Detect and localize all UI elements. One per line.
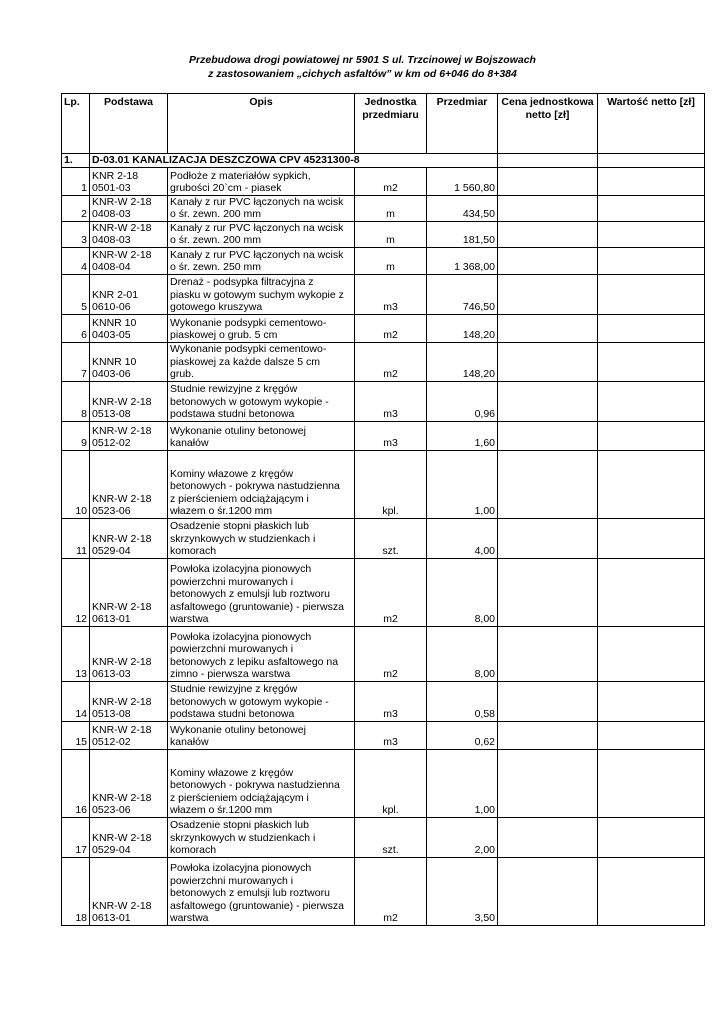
row-lp: 6	[62, 314, 90, 342]
row-podstawa: KNR-W 2-18 0613-01	[90, 558, 168, 626]
row-podstawa: KNR-W 2-18 0613-01	[90, 857, 168, 925]
row-jednostka: m2	[355, 167, 427, 195]
row-przedmiar: 148,20	[427, 314, 498, 342]
row-podstawa: KNR-W 2-18 0529-04	[90, 817, 168, 857]
row-wartosc	[598, 274, 705, 314]
row-jednostka: m3	[355, 274, 427, 314]
table-row	[62, 558, 705, 626]
table-row	[62, 626, 705, 681]
document-title-line2: z zastosowaniem „cichych asfaltów” w km od 6+046 do 8+384	[208, 68, 517, 80]
table-row	[62, 450, 705, 518]
section-number: 1.	[62, 154, 90, 168]
row-cena	[498, 626, 598, 681]
header-lp: Lp.	[62, 94, 90, 154]
row-przedmiar: 8,00	[427, 558, 498, 626]
row-lp: 5	[62, 274, 90, 314]
table-row	[62, 681, 705, 721]
row-jednostka: m2	[355, 342, 427, 381]
row-przedmiar: 0,96	[427, 381, 498, 421]
row-cena	[498, 342, 598, 381]
row-jednostka: m3	[355, 421, 427, 450]
section-cena-cell	[498, 154, 598, 168]
row-lp: 16	[62, 749, 90, 817]
row-wartosc	[598, 342, 705, 381]
document-title-line1: Przebudowa drogi powiatowej nr 5901 S ul. Trzcinowej w Bojszowach	[189, 54, 536, 66]
header-wartosc: Wartość netto [zł]	[598, 94, 705, 154]
row-lp: 9	[62, 421, 90, 450]
row-jednostka: m	[355, 195, 427, 221]
row-wartosc	[598, 221, 705, 247]
row-podstawa: KNR-W 2-18 0613-03	[90, 626, 168, 681]
row-wartosc	[598, 421, 705, 450]
row-jednostka: m	[355, 221, 427, 247]
row-przedmiar: 8,00	[427, 626, 498, 681]
table-row	[62, 195, 705, 221]
row-opis: Wykonanie otuliny betonowej kanałów	[168, 421, 355, 450]
table-row	[62, 314, 705, 342]
row-opis: Kominy włazowe z kręgów betonowych - pokrywa nastudzienna z pierścieniem odciążającym i włazem o śr.1200 mm	[168, 749, 355, 817]
row-podstawa: KNR-W 2-18 0523-06	[90, 749, 168, 817]
row-jednostka: m2	[355, 857, 427, 925]
row-przedmiar: 3,50	[427, 857, 498, 925]
row-cena	[498, 857, 598, 925]
row-jednostka: m2	[355, 314, 427, 342]
table-row	[62, 749, 705, 817]
row-cena	[498, 681, 598, 721]
table-row	[62, 857, 705, 925]
row-lp: 7	[62, 342, 90, 381]
table-row	[62, 421, 705, 450]
row-jednostka: m3	[355, 381, 427, 421]
row-przedmiar: 1 560,80	[427, 167, 498, 195]
row-lp: 11	[62, 518, 90, 558]
header-przedmiar: Przedmiar	[427, 94, 498, 154]
row-lp: 3	[62, 221, 90, 247]
row-jednostka: m3	[355, 681, 427, 721]
row-cena	[498, 221, 598, 247]
row-cena	[498, 314, 598, 342]
row-przedmiar: 2,00	[427, 817, 498, 857]
row-cena	[498, 518, 598, 558]
table-row	[62, 167, 705, 195]
row-lp: 15	[62, 721, 90, 749]
row-podstawa: KNR 2-01 0610-06	[90, 274, 168, 314]
row-jednostka: szt.	[355, 518, 427, 558]
row-jednostka: m	[355, 247, 427, 274]
row-wartosc	[598, 247, 705, 274]
row-podstawa: KNR-W 2-18 0408-03	[90, 195, 168, 221]
table-row	[62, 274, 705, 314]
row-przedmiar: 1,00	[427, 450, 498, 518]
row-lp: 18	[62, 857, 90, 925]
row-lp: 2	[62, 195, 90, 221]
section-wartosc-cell	[598, 154, 705, 168]
row-jednostka: m3	[355, 721, 427, 749]
cost-estimate-table	[61, 93, 705, 926]
row-cena	[498, 274, 598, 314]
table-row	[62, 381, 705, 421]
row-opis: Kanały z rur PVC łączonych na wcisk o śr. zewn. 200 mm	[168, 195, 355, 221]
section-row	[62, 154, 705, 168]
row-lp: 1	[62, 167, 90, 195]
row-przedmiar: 1,00	[427, 749, 498, 817]
row-opis: Powłoka izolacyjna pionowych powierzchni murowanych i betonowych z emulsji lub roztworu asfaltowego (gruntowanie) - pierwsza warstwa	[168, 857, 355, 925]
header-opis: Opis	[168, 94, 355, 154]
row-wartosc	[598, 518, 705, 558]
row-opis: Kanały z rur PVC łączonych na wcisk o śr. zewn. 250 mm	[168, 247, 355, 274]
row-lp: 4	[62, 247, 90, 274]
row-wartosc	[598, 626, 705, 681]
row-opis: Osadzenie stopni płaskich lub skrzynkowych w studzienkach i komorach	[168, 817, 355, 857]
row-cena	[498, 167, 598, 195]
row-cena	[498, 381, 598, 421]
row-podstawa: KNR-W 2-18 0529-04	[90, 518, 168, 558]
row-jednostka: m2	[355, 558, 427, 626]
row-wartosc	[598, 721, 705, 749]
row-przedmiar: 1 368,00	[427, 247, 498, 274]
row-wartosc	[598, 381, 705, 421]
row-przedmiar: 0,62	[427, 721, 498, 749]
row-podstawa: KNR-W 2-18 0513-08	[90, 381, 168, 421]
row-przedmiar: 434,50	[427, 195, 498, 221]
row-przedmiar: 4,00	[427, 518, 498, 558]
row-jednostka: szt.	[355, 817, 427, 857]
row-opis: Wykonanie otuliny betonowej kanałów	[168, 721, 355, 749]
row-cena	[498, 450, 598, 518]
row-jednostka: kpl.	[355, 450, 427, 518]
table-row	[62, 342, 705, 381]
table-row	[62, 817, 705, 857]
row-podstawa: KNR-W 2-18 0523-06	[90, 450, 168, 518]
row-wartosc	[598, 195, 705, 221]
row-wartosc	[598, 817, 705, 857]
header-podstawa: Podstawa	[90, 94, 168, 154]
row-opis: Wykonanie podsypki cementowo- piaskowej o grub. 5 cm	[168, 314, 355, 342]
row-cena	[498, 421, 598, 450]
row-wartosc	[598, 450, 705, 518]
row-wartosc	[598, 314, 705, 342]
row-przedmiar: 181,50	[427, 221, 498, 247]
row-podstawa: KNNR 10 0403-06	[90, 342, 168, 381]
row-przedmiar: 148,20	[427, 342, 498, 381]
row-lp: 10	[62, 450, 90, 518]
row-podstawa: KNR-W 2-18 0512-02	[90, 721, 168, 749]
row-opis: Kominy włazowe z kręgów betonowych - pokrywa nastudzienna z pierścieniem odciążającym i włazem o śr.1200 mm	[168, 450, 355, 518]
row-lp: 14	[62, 681, 90, 721]
row-opis: Studnie rewizyjne z kręgów betonowych w gotowym wykopie - podstawa studni betonowa	[168, 681, 355, 721]
row-przedmiar: 0,58	[427, 681, 498, 721]
row-opis: Podłoże z materiałów sypkich, grubości 20`cm - piasek	[168, 167, 355, 195]
row-cena	[498, 558, 598, 626]
row-opis: Drenaż - podsypka filtracyjna z piasku w gotowym suchym wykopie z gotowego kruszywa	[168, 274, 355, 314]
header-cena: Cena jednostkowa netto [zł]	[498, 94, 598, 154]
row-opis: Wykonanie podsypki cementowo- piaskowej za każde dalsze 5 cm grub.	[168, 342, 355, 381]
row-opis: Powłoka izolacyjna pionowych powierzchni murowanych i betonowych z lepiku asfaltowego na zimno - pierwsza warstwa	[168, 626, 355, 681]
row-cena	[498, 247, 598, 274]
row-opis: Osadzenie stopni płaskich lub skrzynkowych w studzienkach i komorach	[168, 518, 355, 558]
row-cena	[498, 749, 598, 817]
row-podstawa: KNR-W 2-18 0513-08	[90, 681, 168, 721]
row-jednostka: m2	[355, 626, 427, 681]
row-podstawa: KNNR 10 0403-05	[90, 314, 168, 342]
row-opis: Kanały z rur PVC łączonych na wcisk o śr. zewn. 200 mm	[168, 221, 355, 247]
row-opis: Powłoka izolacyjna pionowych powierzchni murowanych i betonowych z emulsji lub roztworu asfaltowego (gruntowanie) - pierwsza warstwa	[168, 558, 355, 626]
section-label: D-03.01 KANALIZACJA DESZCZOWA CPV 45231300-8	[90, 154, 498, 168]
row-podstawa: KNR-W 2-18 0408-03	[90, 221, 168, 247]
row-wartosc	[598, 749, 705, 817]
table-row	[62, 721, 705, 749]
row-przedmiar: 746,50	[427, 274, 498, 314]
row-podstawa: KNR-W 2-18 0512-02	[90, 421, 168, 450]
row-wartosc	[598, 558, 705, 626]
row-podstawa: KNR-W 2-18 0408-04	[90, 247, 168, 274]
row-wartosc	[598, 167, 705, 195]
table-header-row	[62, 94, 705, 154]
row-lp: 12	[62, 558, 90, 626]
table-row	[62, 221, 705, 247]
row-wartosc	[598, 857, 705, 925]
row-cena	[498, 195, 598, 221]
row-lp: 13	[62, 626, 90, 681]
row-przedmiar: 1,60	[427, 421, 498, 450]
table-row	[62, 518, 705, 558]
header-jednostka: Jednostka przedmiaru	[355, 94, 427, 154]
row-podstawa: KNR 2-18 0501-03	[90, 167, 168, 195]
table-row	[62, 247, 705, 274]
row-lp: 17	[62, 817, 90, 857]
row-opis: Studnie rewizyjne z kręgów betonowych w gotowym wykopie - podstawa studni betonowa	[168, 381, 355, 421]
row-wartosc	[598, 681, 705, 721]
row-cena	[498, 817, 598, 857]
row-cena	[498, 721, 598, 749]
row-jednostka: kpl.	[355, 749, 427, 817]
row-lp: 8	[62, 381, 90, 421]
